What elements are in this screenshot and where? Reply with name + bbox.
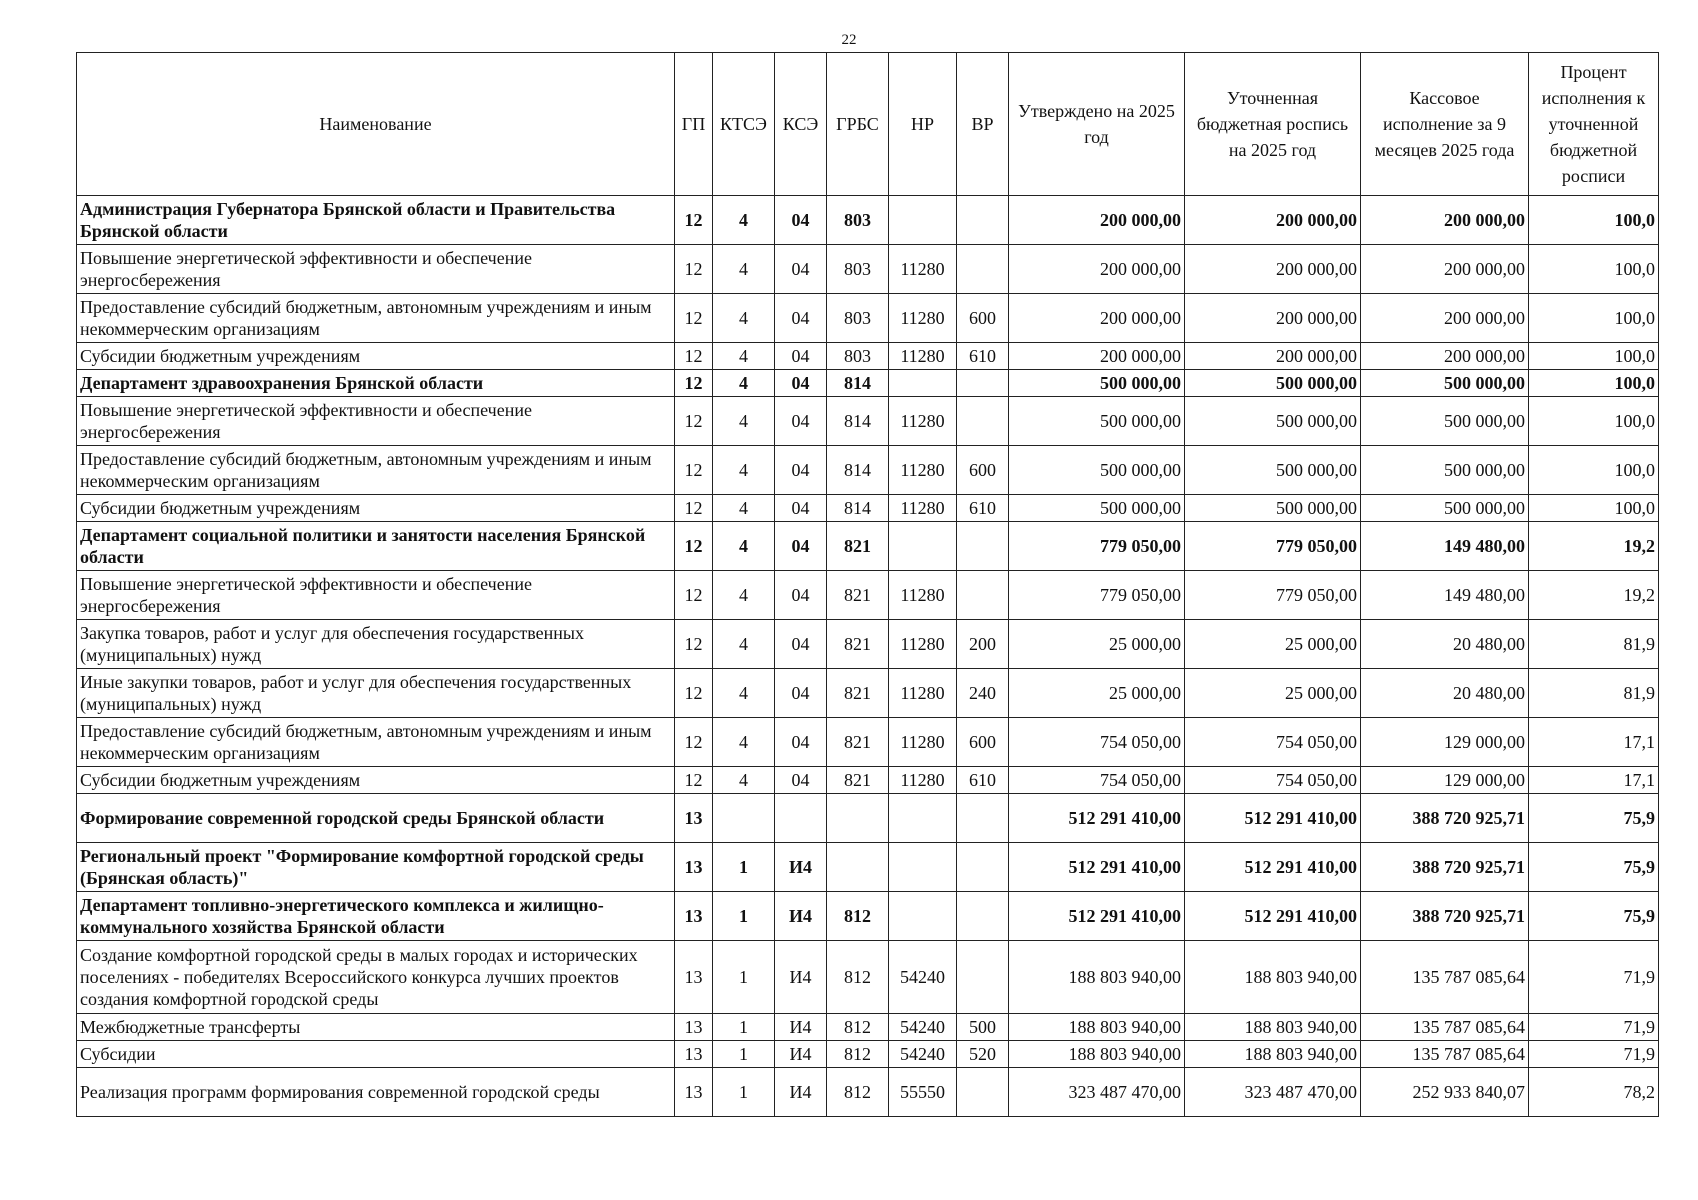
cell-name: Создание комфортной городской среды в малых городах и исторических поселениях - победителях Всероссийского конкурса лучших проектов создания комфортной городской среды: [77, 941, 675, 1014]
cell-grbs: 821: [827, 571, 889, 620]
cell-cash: 200 000,00: [1361, 294, 1529, 343]
cell-vr: 240: [957, 669, 1009, 718]
table-row: [77, 245, 1659, 294]
cell-vr: [957, 892, 1009, 941]
cell-ktse: 4: [713, 718, 775, 767]
table-body: [77, 196, 1659, 1117]
cell-approved: 512 291 410,00: [1009, 843, 1185, 892]
cell-name: Реализация программ формирования современной городской среды: [77, 1068, 675, 1117]
cell-percent: 100,0: [1529, 397, 1659, 446]
cell-ktse: 1: [713, 843, 775, 892]
cell-approved: 754 050,00: [1009, 718, 1185, 767]
cell-ktse: 4: [713, 767, 775, 794]
cell-vr: 610: [957, 495, 1009, 522]
cell-approved: 500 000,00: [1009, 370, 1185, 397]
cell-nr: [889, 794, 957, 843]
cell-name: Субсидии бюджетным учреждениям: [77, 767, 675, 794]
cell-gp: 13: [675, 941, 713, 1014]
header-refined: Уточненная бюджетная роспись на 2025 год: [1185, 53, 1361, 196]
cell-refined: 512 291 410,00: [1185, 794, 1361, 843]
cell-grbs: 812: [827, 1014, 889, 1041]
cell-nr: 54240: [889, 1014, 957, 1041]
cell-kse: 04: [775, 767, 827, 794]
cell-vr: [957, 1068, 1009, 1117]
cell-vr: [957, 370, 1009, 397]
cell-refined: 200 000,00: [1185, 245, 1361, 294]
cell-ktse: 4: [713, 370, 775, 397]
cell-nr: 54240: [889, 941, 957, 1014]
cell-vr: 600: [957, 718, 1009, 767]
header-kse: КСЭ: [775, 53, 827, 196]
cell-name: Закупка товаров, работ и услуг для обеспечения государственных (муниципальных) нужд: [77, 620, 675, 669]
cell-gp: 13: [675, 843, 713, 892]
cell-approved: 25 000,00: [1009, 620, 1185, 669]
cell-nr: 55550: [889, 1068, 957, 1117]
cell-approved: 188 803 940,00: [1009, 941, 1185, 1014]
cell-approved: 188 803 940,00: [1009, 1041, 1185, 1068]
cell-kse: И4: [775, 1014, 827, 1041]
cell-nr: 11280: [889, 767, 957, 794]
table-row: [77, 397, 1659, 446]
cell-vr: 610: [957, 767, 1009, 794]
page-number: 22: [841, 32, 857, 48]
cell-kse: 04: [775, 294, 827, 343]
table-row: [77, 669, 1659, 718]
cell-grbs: 812: [827, 1041, 889, 1068]
cell-percent: 71,9: [1529, 1041, 1659, 1068]
cell-gp: 12: [675, 294, 713, 343]
cell-nr: 11280: [889, 294, 957, 343]
cell-approved: 200 000,00: [1009, 294, 1185, 343]
cell-cash: 500 000,00: [1361, 370, 1529, 397]
cell-refined: 188 803 940,00: [1185, 1014, 1361, 1041]
header-grbs: ГРБС: [827, 53, 889, 196]
cell-kse: 04: [775, 196, 827, 245]
cell-nr: [889, 843, 957, 892]
table-row: [77, 892, 1659, 941]
cell-ktse: 4: [713, 669, 775, 718]
cell-gp: 12: [675, 669, 713, 718]
cell-name: Повышение энергетической эффективности и обеспечение энергосбережения: [77, 571, 675, 620]
cell-vr: [957, 397, 1009, 446]
cell-cash: 129 000,00: [1361, 718, 1529, 767]
cell-kse: И4: [775, 1068, 827, 1117]
cell-gp: 13: [675, 892, 713, 941]
cell-ktse: 4: [713, 495, 775, 522]
header-gp: ГП: [675, 53, 713, 196]
cell-approved: 188 803 940,00: [1009, 1014, 1185, 1041]
cell-grbs: 821: [827, 669, 889, 718]
cell-vr: [957, 245, 1009, 294]
cell-percent: 75,9: [1529, 892, 1659, 941]
cell-kse: 04: [775, 620, 827, 669]
cell-kse: 04: [775, 446, 827, 495]
cell-percent: 81,9: [1529, 669, 1659, 718]
cell-percent: 100,0: [1529, 446, 1659, 495]
table-row: [77, 941, 1659, 1014]
cell-percent: 100,0: [1529, 294, 1659, 343]
cell-percent: 81,9: [1529, 620, 1659, 669]
cell-kse: И4: [775, 892, 827, 941]
cell-vr: [957, 941, 1009, 1014]
cell-cash: 20 480,00: [1361, 620, 1529, 669]
cell-vr: [957, 522, 1009, 571]
cell-ktse: 4: [713, 343, 775, 370]
cell-gp: 12: [675, 397, 713, 446]
cell-grbs: 814: [827, 495, 889, 522]
cell-kse: 04: [775, 370, 827, 397]
cell-cash: 388 720 925,71: [1361, 843, 1529, 892]
cell-percent: 17,1: [1529, 718, 1659, 767]
cell-approved: 200 000,00: [1009, 343, 1185, 370]
cell-cash: 135 787 085,64: [1361, 1014, 1529, 1041]
cell-grbs: 803: [827, 196, 889, 245]
cell-vr: 600: [957, 294, 1009, 343]
cell-vr: 600: [957, 446, 1009, 495]
cell-nr: 11280: [889, 245, 957, 294]
cell-cash: 252 933 840,07: [1361, 1068, 1529, 1117]
cell-grbs: 821: [827, 522, 889, 571]
cell-nr: 11280: [889, 495, 957, 522]
cell-ktse: 1: [713, 1014, 775, 1041]
cell-grbs: [827, 794, 889, 843]
cell-grbs: 821: [827, 620, 889, 669]
cell-gp: 13: [675, 1014, 713, 1041]
cell-name: Предоставление субсидий бюджетным, автономным учреждениям и иным некоммерческим организациям: [77, 718, 675, 767]
cell-grbs: 812: [827, 941, 889, 1014]
cell-percent: 17,1: [1529, 767, 1659, 794]
table-row: [77, 343, 1659, 370]
cell-refined: 500 000,00: [1185, 495, 1361, 522]
cell-percent: 100,0: [1529, 196, 1659, 245]
cell-gp: 12: [675, 522, 713, 571]
table-row: [77, 495, 1659, 522]
budget-table: [76, 52, 1659, 1117]
cell-vr: [957, 196, 1009, 245]
cell-grbs: [827, 843, 889, 892]
cell-kse: 04: [775, 245, 827, 294]
cell-grbs: 821: [827, 718, 889, 767]
cell-grbs: 803: [827, 343, 889, 370]
table-row: [77, 294, 1659, 343]
cell-name: Повышение энергетической эффективности и обеспечение энергосбережения: [77, 397, 675, 446]
cell-approved: 500 000,00: [1009, 397, 1185, 446]
cell-gp: 12: [675, 620, 713, 669]
cell-cash: 200 000,00: [1361, 343, 1529, 370]
cell-name: Департамент социальной политики и занятости населения Брянской области: [77, 522, 675, 571]
cell-ktse: 1: [713, 892, 775, 941]
cell-nr: 11280: [889, 718, 957, 767]
cell-kse: И4: [775, 941, 827, 1014]
cell-approved: 200 000,00: [1009, 196, 1185, 245]
cell-percent: 19,2: [1529, 522, 1659, 571]
cell-refined: 500 000,00: [1185, 370, 1361, 397]
cell-percent: 78,2: [1529, 1068, 1659, 1117]
table-header-row: [77, 53, 1659, 196]
cell-grbs: 814: [827, 397, 889, 446]
cell-grbs: 821: [827, 767, 889, 794]
cell-nr: [889, 196, 957, 245]
cell-vr: 610: [957, 343, 1009, 370]
cell-kse: 04: [775, 669, 827, 718]
cell-refined: 512 291 410,00: [1185, 892, 1361, 941]
cell-gp: 12: [675, 571, 713, 620]
cell-cash: 500 000,00: [1361, 495, 1529, 522]
cell-gp: 13: [675, 794, 713, 843]
cell-gp: 12: [675, 718, 713, 767]
cell-ktse: 4: [713, 571, 775, 620]
cell-name: Формирование современной городской среды Брянской области: [77, 794, 675, 843]
cell-cash: 135 787 085,64: [1361, 1041, 1529, 1068]
header-percent: Процент исполнения к уточненной бюджетной росписи: [1529, 53, 1659, 196]
cell-refined: 188 803 940,00: [1185, 1041, 1361, 1068]
cell-refined: 323 487 470,00: [1185, 1068, 1361, 1117]
cell-grbs: 812: [827, 1068, 889, 1117]
cell-approved: 779 050,00: [1009, 522, 1185, 571]
cell-kse: 04: [775, 343, 827, 370]
cell-grbs: 814: [827, 446, 889, 495]
cell-ktse: [713, 794, 775, 843]
table-row: [77, 1014, 1659, 1041]
cell-name: Департамент здравоохранения Брянской области: [77, 370, 675, 397]
cell-refined: 200 000,00: [1185, 196, 1361, 245]
cell-approved: 512 291 410,00: [1009, 794, 1185, 843]
cell-cash: 20 480,00: [1361, 669, 1529, 718]
cell-name: Предоставление субсидий бюджетным, автономным учреждениям и иным некоммерческим организациям: [77, 294, 675, 343]
cell-ktse: 1: [713, 941, 775, 1014]
header-approved: Утверждено на 2025 год: [1009, 53, 1185, 196]
cell-percent: 75,9: [1529, 794, 1659, 843]
cell-cash: 200 000,00: [1361, 196, 1529, 245]
cell-cash: 200 000,00: [1361, 245, 1529, 294]
cell-percent: 71,9: [1529, 1014, 1659, 1041]
cell-cash: 135 787 085,64: [1361, 941, 1529, 1014]
header-cash: Кассовое исполнение за 9 месяцев 2025 года: [1361, 53, 1529, 196]
cell-cash: 129 000,00: [1361, 767, 1529, 794]
cell-grbs: 803: [827, 245, 889, 294]
cell-grbs: 803: [827, 294, 889, 343]
cell-approved: 500 000,00: [1009, 495, 1185, 522]
cell-cash: 500 000,00: [1361, 397, 1529, 446]
cell-nr: [889, 892, 957, 941]
cell-kse: 04: [775, 522, 827, 571]
table-row: [77, 370, 1659, 397]
cell-ktse: 4: [713, 245, 775, 294]
cell-gp: 12: [675, 245, 713, 294]
table-row: [77, 718, 1659, 767]
table-row: [77, 196, 1659, 245]
cell-gp: 13: [675, 1041, 713, 1068]
cell-vr: 520: [957, 1041, 1009, 1068]
cell-ktse: 4: [713, 446, 775, 495]
cell-refined: 200 000,00: [1185, 343, 1361, 370]
cell-nr: 11280: [889, 343, 957, 370]
cell-approved: 512 291 410,00: [1009, 892, 1185, 941]
cell-refined: 500 000,00: [1185, 397, 1361, 446]
cell-name: Региональный проект "Формирование комфортной городской среды (Брянская область)": [77, 843, 675, 892]
cell-gp: 12: [675, 370, 713, 397]
cell-nr: 11280: [889, 397, 957, 446]
cell-percent: 100,0: [1529, 495, 1659, 522]
cell-gp: 12: [675, 446, 713, 495]
cell-name: Субсидии: [77, 1041, 675, 1068]
cell-cash: 149 480,00: [1361, 522, 1529, 571]
cell-name: Субсидии бюджетным учреждениям: [77, 495, 675, 522]
cell-refined: 754 050,00: [1185, 767, 1361, 794]
cell-nr: [889, 370, 957, 397]
cell-cash: 388 720 925,71: [1361, 794, 1529, 843]
cell-cash: 149 480,00: [1361, 571, 1529, 620]
cell-approved: 200 000,00: [1009, 245, 1185, 294]
cell-gp: 12: [675, 495, 713, 522]
cell-gp: 13: [675, 1068, 713, 1117]
cell-cash: 388 720 925,71: [1361, 892, 1529, 941]
cell-vr: 500: [957, 1014, 1009, 1041]
cell-percent: 100,0: [1529, 370, 1659, 397]
cell-name: Администрация Губернатора Брянской области и Правительства Брянской области: [77, 196, 675, 245]
table-row: [77, 767, 1659, 794]
cell-nr: 54240: [889, 1041, 957, 1068]
cell-vr: 200: [957, 620, 1009, 669]
cell-kse: [775, 794, 827, 843]
cell-refined: 188 803 940,00: [1185, 941, 1361, 1014]
cell-ktse: 4: [713, 196, 775, 245]
cell-approved: 754 050,00: [1009, 767, 1185, 794]
cell-refined: 754 050,00: [1185, 718, 1361, 767]
cell-percent: 100,0: [1529, 343, 1659, 370]
cell-refined: 25 000,00: [1185, 669, 1361, 718]
header-vr: ВР: [957, 53, 1009, 196]
cell-refined: 500 000,00: [1185, 446, 1361, 495]
cell-name: Субсидии бюджетным учреждениям: [77, 343, 675, 370]
cell-approved: 500 000,00: [1009, 446, 1185, 495]
cell-kse: И4: [775, 1041, 827, 1068]
cell-refined: 25 000,00: [1185, 620, 1361, 669]
cell-approved: 779 050,00: [1009, 571, 1185, 620]
cell-vr: [957, 571, 1009, 620]
cell-nr: [889, 522, 957, 571]
cell-vr: [957, 843, 1009, 892]
table-row: [77, 446, 1659, 495]
table-row: [77, 522, 1659, 571]
table-row: [77, 843, 1659, 892]
cell-kse: И4: [775, 843, 827, 892]
cell-kse: 04: [775, 718, 827, 767]
cell-ktse: 4: [713, 294, 775, 343]
cell-grbs: 812: [827, 892, 889, 941]
cell-ktse: 4: [713, 620, 775, 669]
cell-refined: 200 000,00: [1185, 294, 1361, 343]
cell-percent: 75,9: [1529, 843, 1659, 892]
cell-refined: 779 050,00: [1185, 522, 1361, 571]
cell-ktse: 4: [713, 522, 775, 571]
cell-kse: 04: [775, 397, 827, 446]
header-ktse: КТСЭ: [713, 53, 775, 196]
cell-percent: 100,0: [1529, 245, 1659, 294]
table-row: [77, 1041, 1659, 1068]
cell-grbs: 814: [827, 370, 889, 397]
cell-nr: 11280: [889, 571, 957, 620]
cell-name: Департамент топливно-энергетического комплекса и жилищно-коммунального хозяйства Брянской области: [77, 892, 675, 941]
cell-approved: 25 000,00: [1009, 669, 1185, 718]
cell-name: Предоставление субсидий бюджетным, автономным учреждениям и иным некоммерческим организациям: [77, 446, 675, 495]
cell-nr: 11280: [889, 669, 957, 718]
cell-percent: 19,2: [1529, 571, 1659, 620]
cell-gp: 12: [675, 343, 713, 370]
table-row: [77, 794, 1659, 843]
cell-percent: 71,9: [1529, 941, 1659, 1014]
cell-ktse: 4: [713, 397, 775, 446]
header-nr: НР: [889, 53, 957, 196]
cell-nr: 11280: [889, 620, 957, 669]
cell-ktse: 1: [713, 1041, 775, 1068]
cell-gp: 12: [675, 196, 713, 245]
cell-approved: 323 487 470,00: [1009, 1068, 1185, 1117]
cell-nr: 11280: [889, 446, 957, 495]
table-row: [77, 1068, 1659, 1117]
cell-name: Межбюджетные трансферты: [77, 1014, 675, 1041]
cell-cash: 500 000,00: [1361, 446, 1529, 495]
cell-gp: 12: [675, 767, 713, 794]
cell-name: Иные закупки товаров, работ и услуг для обеспечения государственных (муниципальных) нужд: [77, 669, 675, 718]
table-row: [77, 571, 1659, 620]
table-row: [77, 620, 1659, 669]
cell-kse: 04: [775, 571, 827, 620]
cell-ktse: 1: [713, 1068, 775, 1117]
cell-name: Повышение энергетической эффективности и обеспечение энергосбережения: [77, 245, 675, 294]
cell-vr: [957, 794, 1009, 843]
cell-refined: 779 050,00: [1185, 571, 1361, 620]
cell-kse: 04: [775, 495, 827, 522]
cell-refined: 512 291 410,00: [1185, 843, 1361, 892]
header-name: Наименование: [77, 53, 675, 196]
